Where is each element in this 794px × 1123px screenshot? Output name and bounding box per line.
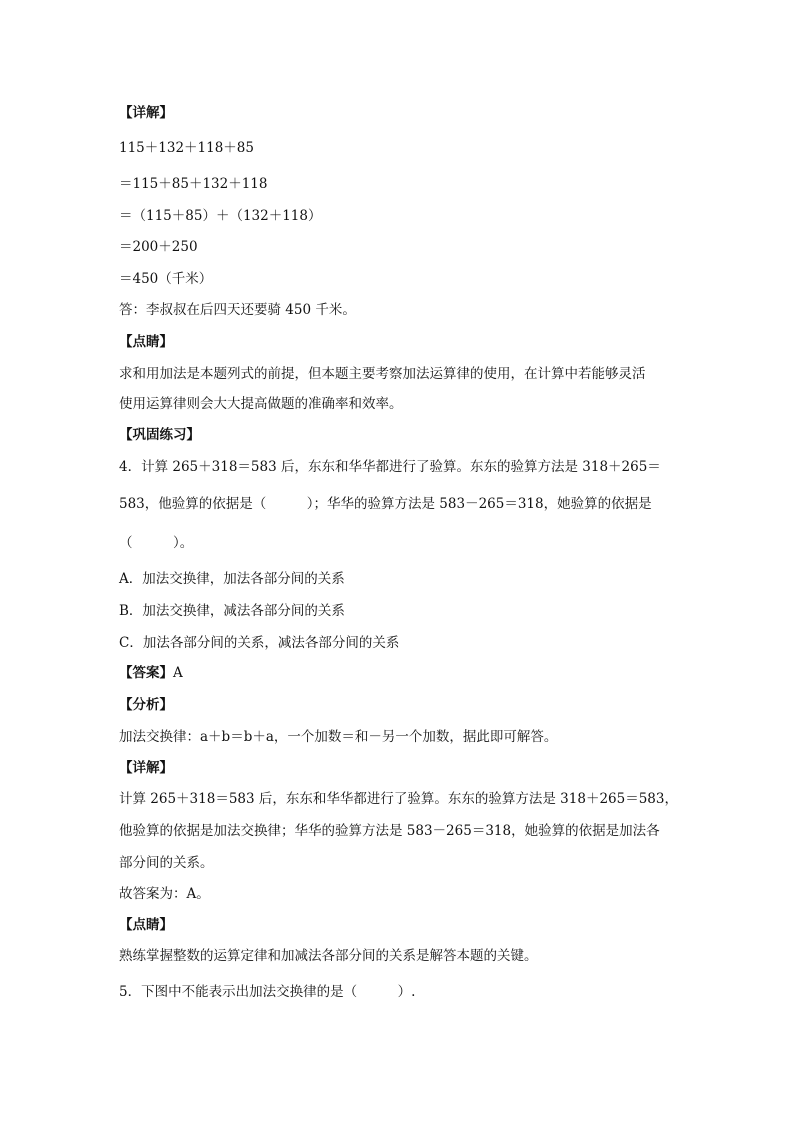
q4-stem-line-2: 583，他验算的依据是（ ）；华华的验算方法是 583－265＝318，她验算的依据是 — [119, 496, 652, 512]
calc-line-2: ＝115＋85＋132＋118 — [119, 176, 268, 192]
q4-final-answer: 故答案为：A。 — [119, 886, 210, 902]
q4-option-a: A．加法交换律，加法各部分间的关系 — [119, 571, 345, 587]
q4-answer-heading: 【答案】 — [119, 665, 173, 681]
q4-stem-line-3: （ ）。 — [119, 535, 194, 551]
q4-answer-value: A — [173, 665, 183, 681]
calc-line-3: ＝（115＋85）＋（132＋118） — [119, 208, 322, 224]
heading-detail-1: 【详解】 — [119, 105, 173, 121]
q4-option-b: B．加法交换律，减法各部分间的关系 — [119, 603, 345, 619]
q4-analysis-heading: 【分析】 — [119, 697, 173, 713]
calc-line-5: ＝450（千米） — [119, 271, 213, 287]
q4-comment-text: 熟练掌握整数的运算定律和加减法各部分间的关系是解答本题的关键。 — [119, 948, 538, 964]
comment-1-line-1: 求和用加法是本题列式的前提，但本题主要考察加法运算律的使用，在计算中若能够灵活 — [119, 366, 646, 382]
calc-line-1: 115＋132＋118＋85 — [119, 140, 254, 156]
q4-detail-line-2: 他验算的依据是加法交换律；华华的验算方法是 583－265＝318，她验算的依据是加法各 — [119, 823, 660, 839]
answer-line-1: 答：李叔叔在后四天还要骑 450 千米。 — [119, 302, 356, 318]
q4-detail-line-1: 计算 265＋318＝583 后，东东和华华都进行了验算。东东的验算方法是 318＋265＝583， — [119, 791, 678, 807]
calc-line-4: ＝200＋250 — [119, 239, 198, 255]
q4-answer-row — [119, 665, 183, 681]
q4-detail-heading: 【详解】 — [119, 760, 173, 776]
heading-comment-1: 【点睛】 — [119, 334, 173, 350]
q4-analysis-text: 加法交换律：a＋b＝b＋a，一个加数＝和－另一个加数，据此即可解答。 — [119, 729, 558, 745]
q4-detail-line-3: 部分间的关系。 — [119, 855, 214, 871]
q4-option-c: C．加法各部分间的关系，减法各部分间的关系 — [119, 635, 400, 651]
q5-stem: 5．下图中不能表示出加法交换律的是（ ）. — [119, 984, 416, 1000]
q4-stem-line-1: 4．计算 265＋318＝583 后，东东和华华都进行了验算。东东的验算方法是 318＋265＝ — [119, 459, 661, 475]
comment-1-line-2: 使用运算律则会大大提高做题的准确率和效率。 — [119, 396, 403, 412]
q4-comment-heading: 【点睛】 — [119, 917, 173, 933]
heading-practice: 【巩固练习】 — [119, 427, 200, 443]
